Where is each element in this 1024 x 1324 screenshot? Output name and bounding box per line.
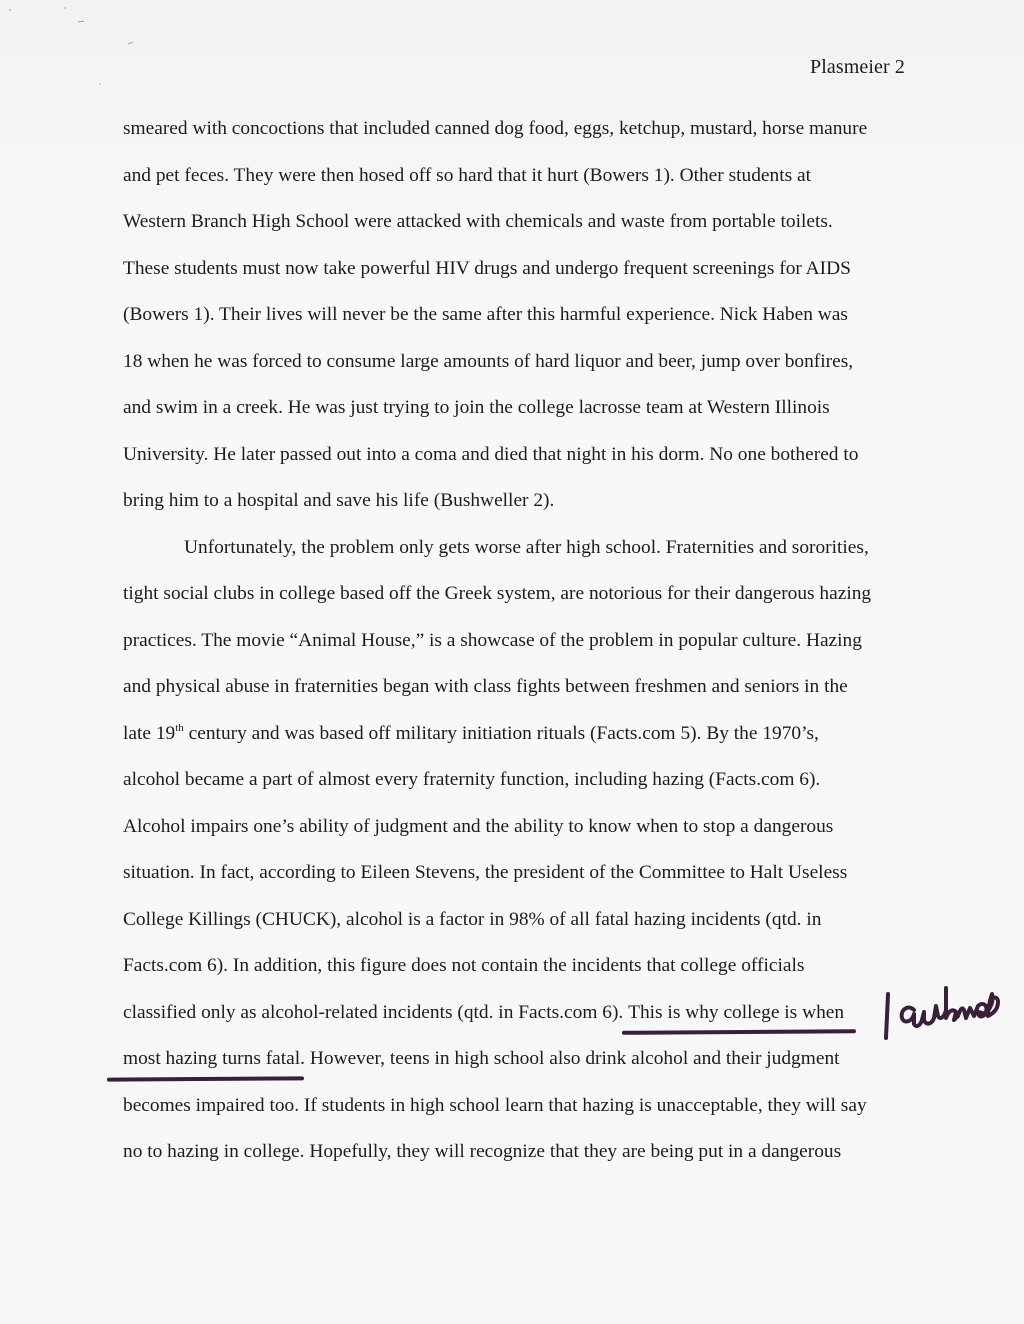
text-line: and pet feces. They were then hosed off so hard that it hurt (Bowers 1). Other students at [123, 164, 811, 186]
text-line: practices. The movie “Animal House,” is a showcase of the problem in popular culture. Hazing [123, 629, 862, 651]
text-line [123, 997, 903, 1044]
text-line: becomes impaired too. If students in high school learn that hazing is unacceptable, they will say [123, 1094, 867, 1116]
text-line: bring him to a hospital and save his life (Bushweller 2). [123, 490, 555, 511]
text-line: (Bowers 1). Their lives will never be the same after this harmful experience. Nick Haben was [123, 304, 848, 325]
text-segment: classified only as alcohol-related incidents (qtd. in Facts.com 6). [123, 1001, 629, 1023]
text-line: 18 when he was forced to consume large amounts of hard liquor and beer, jump over bonfires, [123, 350, 854, 372]
text-line: Facts.com 6). In addition, this figure does not contain the incidents that college officials [123, 955, 805, 976]
text-segment: late 19 [123, 722, 176, 744]
text-line: alcohol became a part of almost every fraternity function, including hazing (Facts.com 6). [123, 769, 821, 790]
text-line: and physical abuse in fraternities began with class fights between freshmen and seniors in the [123, 676, 848, 697]
text-line [123, 1043, 903, 1090]
text-line: smeared with concoctions that included canned dog food, eggs, ketchup, mustard, horse manure [123, 118, 868, 139]
text-line: and swim in a creek. He was just trying to join the college lacrosse team at Western Illinois [123, 397, 830, 418]
text-line: no to hazing in college. Hopefully, they will recognize that they are being put in a dangerous [123, 1141, 842, 1162]
scan-specks [0, 0, 140, 110]
handwritten-underline-text: This is why college is when [628, 997, 844, 1029]
paragraph-start-line: Unfortunately, the problem only gets worse after high school. Fraternities and sororities, [184, 536, 869, 558]
superscript: th [175, 721, 184, 734]
text-segment: century and was based off military initiation rituals (Facts.com 5). By the 1970’s, [183, 722, 819, 744]
text-line: College Killings (CHUCK), alcohol is a factor in 98% of all fatal hazing incidents (qtd. in [123, 908, 822, 930]
text-line: Western Branch High School were attacked with chemicals and waste from portable toilets. [123, 211, 833, 232]
text-line: tight social clubs in college based off the Greek system, are notorious for their dangerous hazing [123, 583, 872, 604]
text-line: Alcohol impairs one’s ability of judgment and the ability to know when to stop a dangerous [123, 815, 834, 837]
handwritten-underline-text: most hazing turns fatal [123, 1043, 300, 1075]
page-header: Plasmeier 2 [810, 56, 905, 78]
text-line: These students must now take powerful HIV drugs and undergo frequent screenings for AIDS [123, 257, 851, 279]
text-line: University. He later passed out into a coma and died that night in his dorm. No one bothered to [123, 443, 859, 465]
text-segment: . However, teens in high school also drink alcohol and their judgment [300, 1048, 840, 1069]
handwriting-awkward-icon [880, 966, 1024, 1046]
handwritten-awkward-annotation [880, 966, 1024, 1046]
text-line: situation. In fact, according to Eileen Stevens, the president of the Committee to Halt Useless [123, 862, 848, 883]
essay-body [123, 113, 903, 1183]
text-line [123, 718, 903, 765]
